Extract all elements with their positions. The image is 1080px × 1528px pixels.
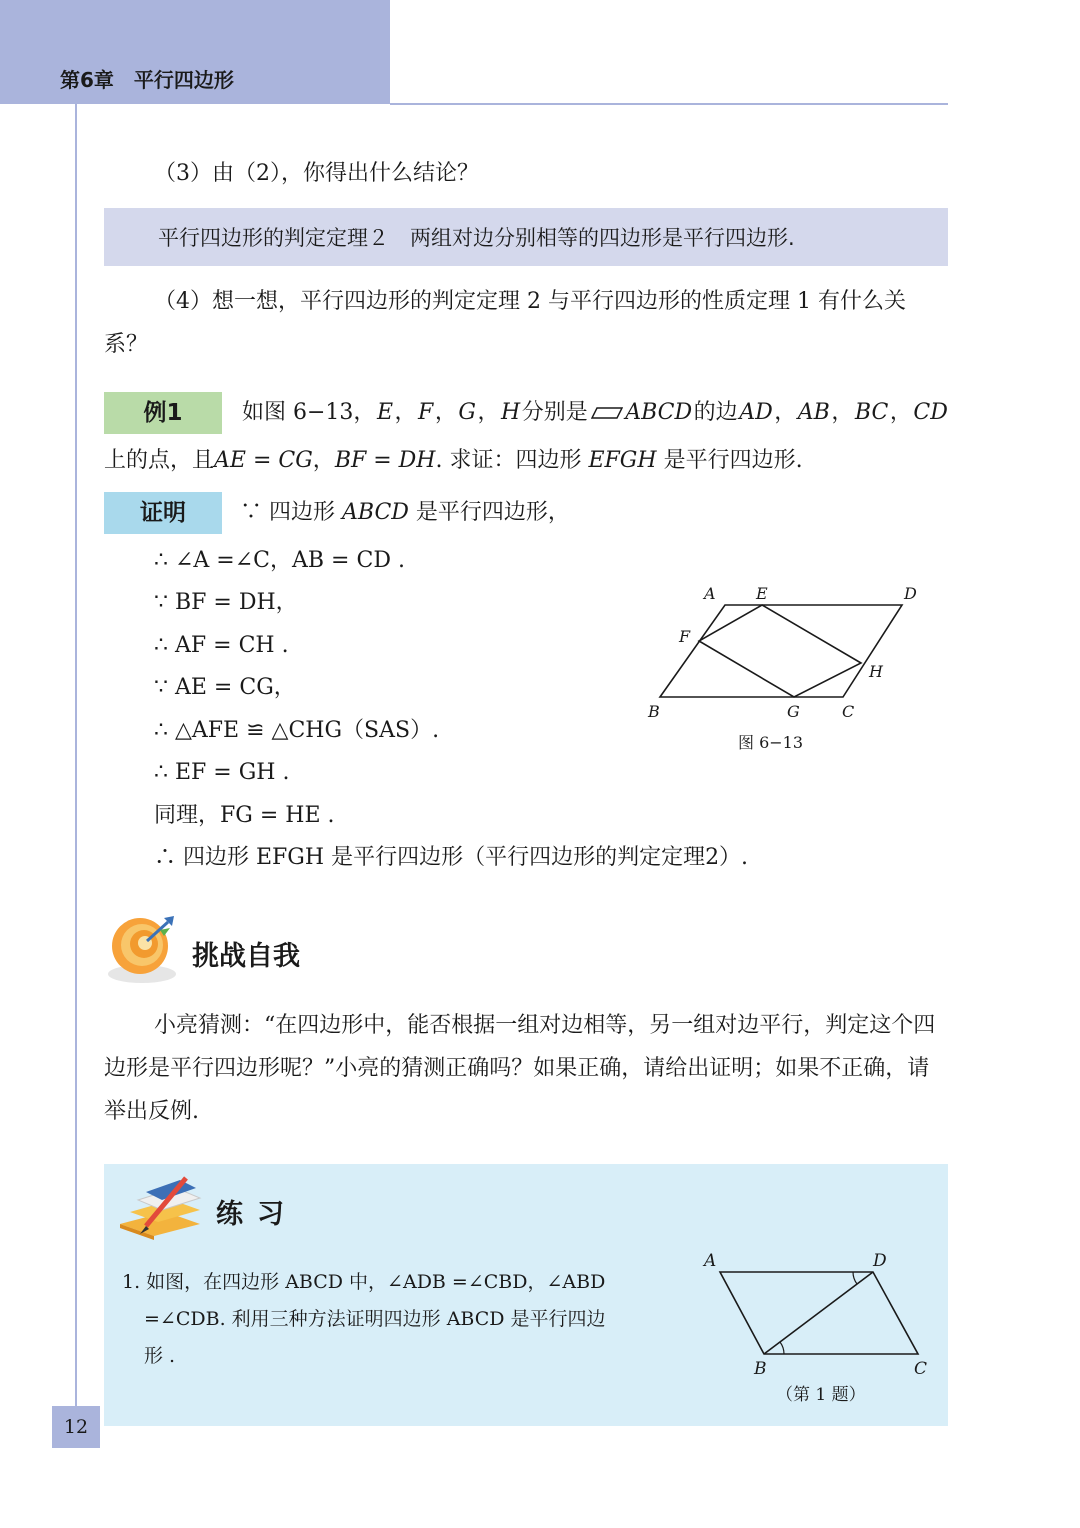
exercise-line: 1. 如图，在四边形 ABCD 中，∠ADB =∠CBD，∠ABD	[122, 1271, 606, 1293]
proof-step: ∵ AE = CG，	[154, 675, 296, 700]
example-text: ，	[774, 400, 797, 425]
math-var: AB	[797, 400, 830, 425]
math-var: ABCD	[342, 500, 409, 525]
figure-caption: 图 6−13	[738, 733, 804, 752]
exercise-title: 练习	[216, 1199, 298, 1230]
parallelogram-symbol-group	[589, 391, 692, 434]
header-rule	[390, 103, 948, 105]
example-line-1	[242, 391, 948, 434]
vertex-label: B	[648, 702, 660, 721]
vertex-label: C	[914, 1359, 928, 1379]
math-expr: AE = CG	[214, 448, 313, 473]
example-text: ，	[477, 400, 500, 425]
exercise-line: =∠CDB. 利用三种方法证明四边形 ABCD 是平行四边	[144, 1308, 606, 1330]
vertex-label: H	[869, 662, 883, 681]
challenge-title: 挑战自我	[192, 941, 300, 972]
parallelogram-abcd	[660, 605, 902, 697]
diagonal-bd	[764, 1272, 873, 1354]
example-text: ，	[394, 400, 417, 425]
example-text: ，	[831, 400, 854, 425]
math-var: H	[500, 400, 521, 425]
exercise-line: 形 .	[144, 1345, 176, 1367]
vertex-label: C	[842, 702, 855, 721]
math-var: ABCD	[625, 400, 693, 425]
quadrilateral-efgh	[699, 605, 861, 697]
math-var: AD	[739, 400, 773, 425]
proof-tag: 证明	[104, 492, 222, 534]
math-var: F	[418, 400, 434, 425]
example-text: 是平行四边形.	[656, 448, 803, 473]
vertex-label: B	[754, 1359, 767, 1379]
proof-text: ∵ 四边形	[240, 500, 342, 525]
books-pencil-icon	[116, 1174, 206, 1242]
target-icon	[104, 908, 184, 988]
proof-step: ∴ AF = CH .	[154, 633, 289, 658]
exercise-figure	[690, 1242, 946, 1392]
proof-step: ∴ 四边形 EFGH 是平行四边形（平行四边形的判定定理2）.	[154, 845, 749, 870]
chapter-title: 第6章 平行四边形	[60, 68, 234, 92]
question-3: （3）由（2），你得出什么结论？	[154, 161, 479, 186]
example-tag: 例1	[104, 392, 222, 434]
example-text: 分别是	[521, 400, 588, 425]
theorem-text: 平行四边形的判定定理２ 两组对边分别相等的四边形是平行四边形.	[158, 226, 795, 250]
proof-step: ∴ △AFE ≌ △CHG（SAS）.	[154, 718, 440, 743]
example-text: 如图 6−13，	[242, 400, 376, 425]
figure-caption: （第 1 题）	[776, 1385, 866, 1405]
math-var: EFGH	[588, 448, 657, 473]
example-text: . 求证：四边形	[435, 448, 589, 473]
vertex-label: G	[787, 702, 800, 721]
math-expr: BF = DH	[334, 448, 436, 473]
challenge-text: 小亮猜测：“在四边形中，能否根据一组对边相等，另一组对边平行，判定这个四边形是平行四边形呢？”小亮的猜测正确吗？如果正确，请给出证明；如果不正确，请举出反例.	[104, 1013, 936, 1124]
question-4: （4）想一想，平行四边形的判定定理 2 与平行四边形的性质定理 1 有什么关系？	[104, 289, 906, 357]
vertex-label: D	[873, 1251, 887, 1271]
vertex-label: A	[704, 584, 716, 603]
vertex-label: E	[756, 584, 768, 603]
vertex-label: F	[679, 627, 691, 646]
proof-line-0	[240, 491, 570, 534]
angle-mark-b	[780, 1342, 784, 1354]
example-text: ，	[889, 400, 912, 425]
math-var: E	[376, 400, 393, 425]
example-text: ，	[434, 400, 457, 425]
proof-text: 是平行四边形，	[408, 500, 570, 525]
example-text: 上的点，且	[104, 448, 215, 473]
margin-line	[75, 104, 77, 1414]
math-var: G	[458, 400, 476, 425]
example-text: 的边	[693, 400, 738, 425]
parallelogram-icon	[591, 407, 623, 419]
math-var: CD	[913, 400, 948, 425]
proof-step: 同理，FG = HE .	[154, 803, 335, 828]
page-number: 12	[63, 1416, 89, 1438]
vertex-label: A	[704, 1251, 717, 1271]
angle-mark-d	[853, 1272, 857, 1284]
example-line-2	[104, 439, 803, 482]
example-text: ，	[312, 448, 335, 473]
vertex-label: D	[904, 584, 917, 603]
math-var: BC	[854, 400, 889, 425]
exercise-item-1	[122, 1264, 652, 1375]
proof-step: ∴ EF = GH .	[154, 760, 290, 785]
proof-step: ∵ BF = DH，	[154, 590, 298, 615]
proof-step: ∴ ∠A =∠C，AB = CD .	[154, 548, 405, 573]
